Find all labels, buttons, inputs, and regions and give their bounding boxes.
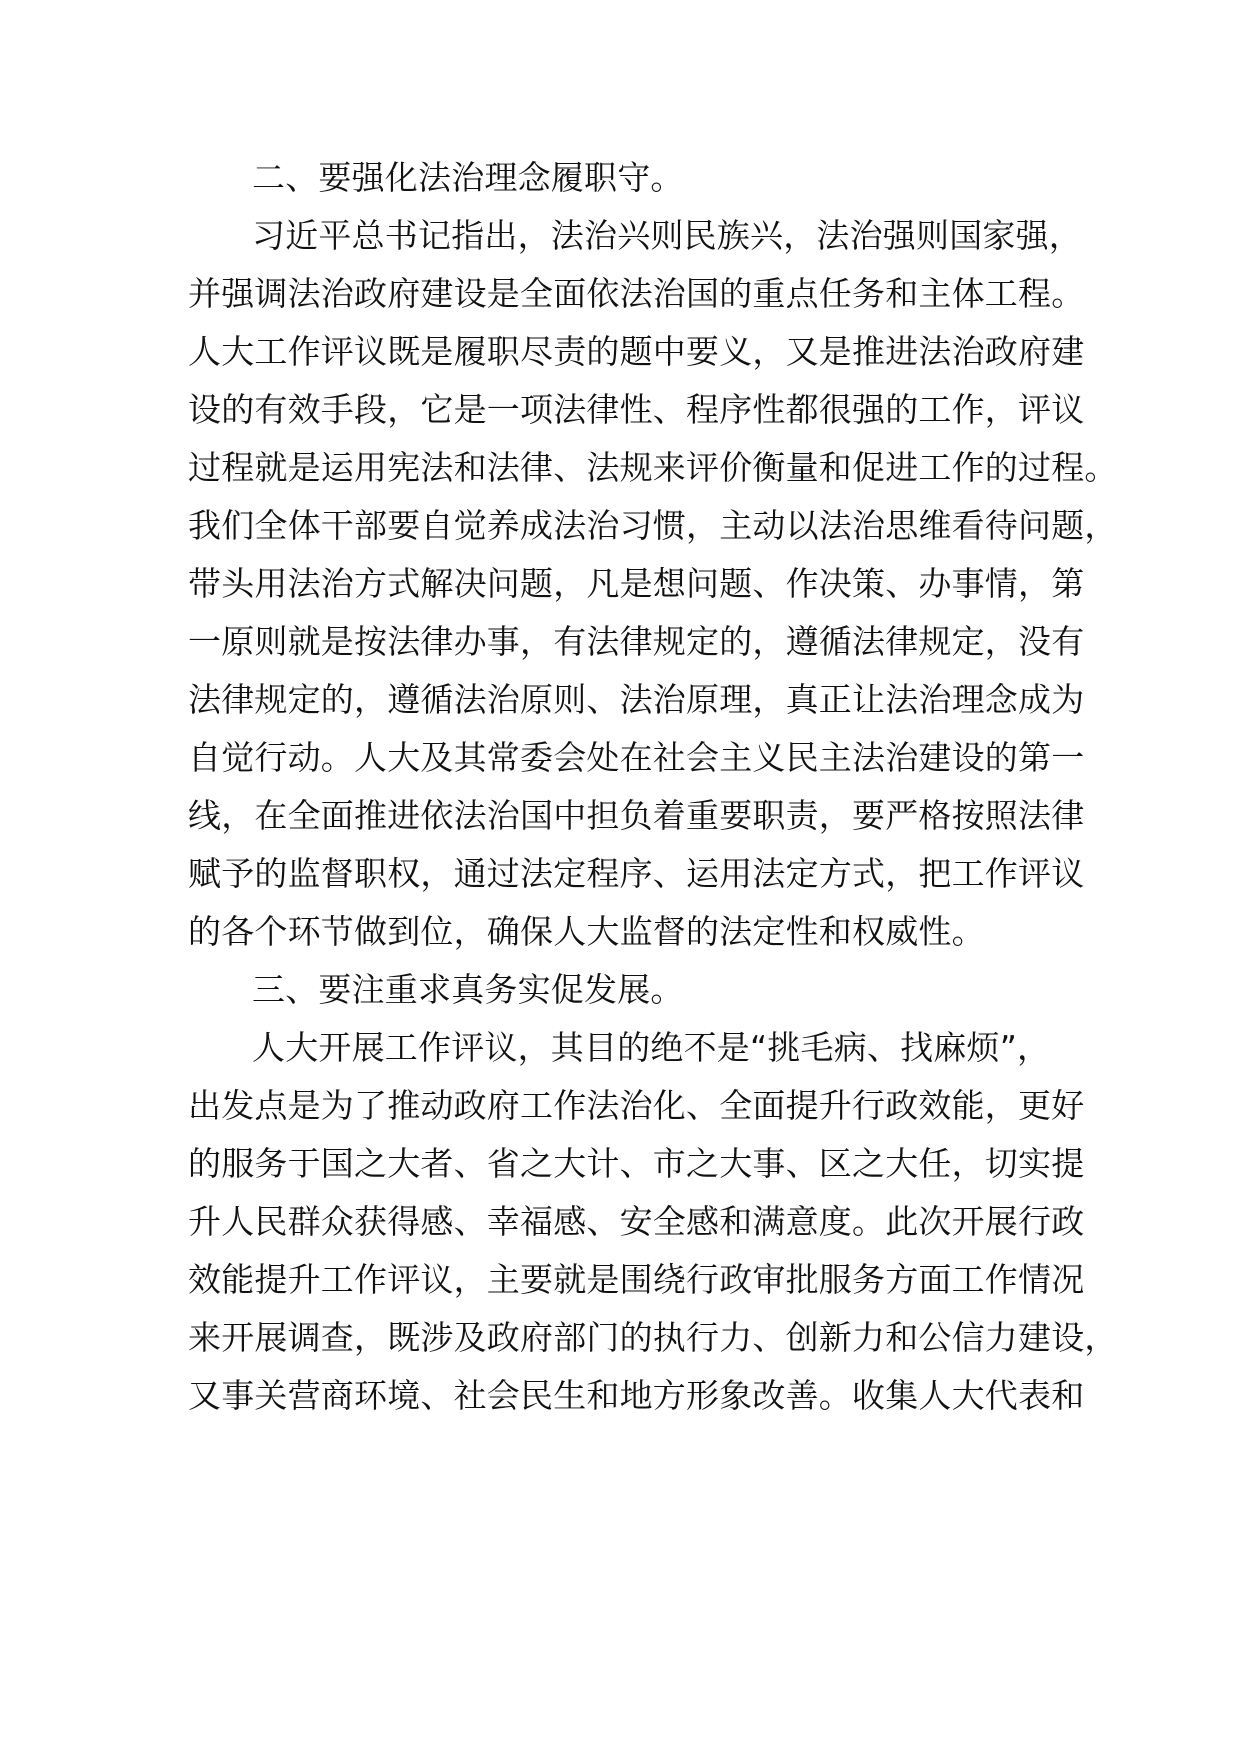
section-heading-3: 三、要注重求真务实促发展。 <box>252 970 684 1009</box>
section-heading-2: 二、要强化法治理念履职守。 <box>252 158 684 197</box>
paragraph-line: 赋予的监督职权，通过法定程序、运用法定方式，把工作评议 <box>188 854 1085 893</box>
paragraph-line: 的各个环节做到位，确保人大监督的法定性和权威性。 <box>188 912 985 951</box>
paragraph-line: 又事关营商环境、社会民生和地方形象改善。收集人大代表和 <box>188 1376 1085 1415</box>
paragraph-line: 人大工作评议既是履职尽责的题中要义，又是推进法治政府建 <box>188 332 1085 371</box>
paragraph-line: 效能提升工作评议，主要就是围绕行政审批服务方面工作情况 <box>188 1260 1085 1299</box>
paragraph-line: 出发点是为了推动政府工作法治化、全面提升行政效能，更好 <box>188 1086 1085 1125</box>
paragraph-line: 法律规定的，遵循法治原则、法治原理，真正让法治理念成为 <box>188 680 1085 719</box>
paragraph-line: 来开展调查，既涉及政府部门的执行力、创新力和公信力建设， <box>188 1318 1118 1357</box>
paragraph-line: 并强调法治政府建设是全面依法治国的重点任务和主体工程。 <box>188 274 1085 313</box>
paragraph-line: 设的有效手段，它是一项法律性、程序性都很强的工作，评议 <box>188 390 1085 429</box>
paragraph-line: 线，在全面推进依法治国中担负着重要职责，要严格按照法律 <box>188 796 1085 835</box>
paragraph-line: 习近平总书记指出，法治兴则民族兴，法治强则国家强， <box>252 216 1082 255</box>
paragraph-line: 带头用法治方式解决问题，凡是想问题、作决策、办事情，第 <box>188 564 1085 603</box>
paragraph-line: 升人民群众获得感、幸福感、安全感和满意度。此次开展行政 <box>188 1202 1085 1241</box>
paragraph-line: 自觉行动。人大及其常委会处在社会主义民主法治建设的第一 <box>188 738 1085 777</box>
paragraph-line: 过程就是运用宪法和法律、法规来评价衡量和促进工作的过程。 <box>188 448 1118 487</box>
paragraph-line: 我们全体干部要自觉养成法治习惯，主动以法治思维看待问题， <box>188 506 1118 545</box>
paragraph-line: 的服务于国之大者、省之大计、市之大事、区之大任，切实提 <box>188 1144 1085 1183</box>
paragraph-line: 一原则就是按法律办事，有法律规定的，遵循法律规定，没有 <box>188 622 1085 661</box>
paragraph-line: 人大开展工作评议，其目的绝不是“挑毛病、找麻烦”， <box>252 1028 1051 1067</box>
